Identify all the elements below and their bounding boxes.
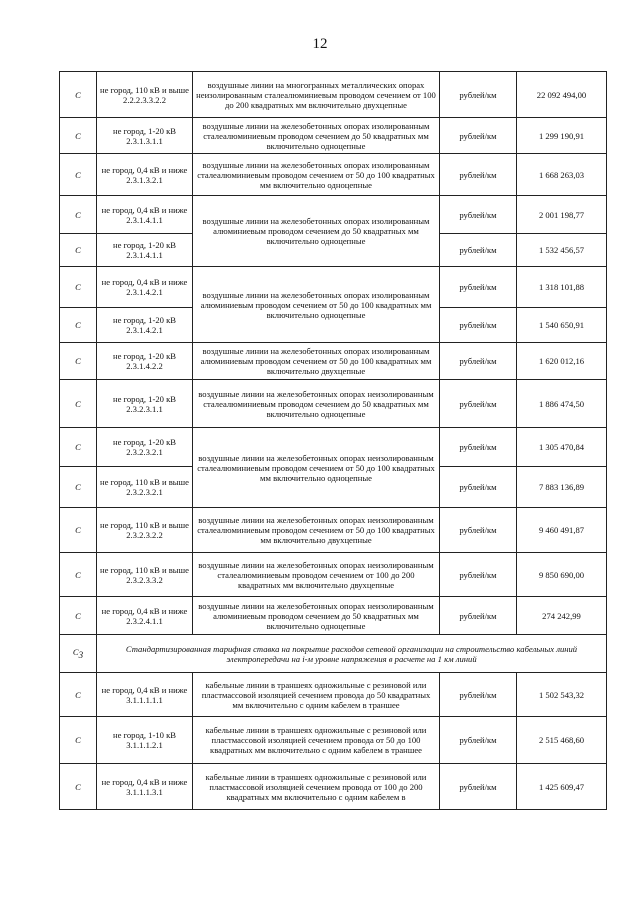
description-cell: воздушные линии на железобетонных опорах изолированным алюминиевым проводом сечением от 50 до 100 квадратных мм включительно двухцепные: [193, 343, 440, 380]
rate-symbol: C: [60, 196, 97, 234]
section-title: Стандартизированная тарифная ставка на покрытие расходов сетевой организации на строительство кабельных линий электропередачи на i-м уровне напряжения в расчете на 1 км линий: [97, 635, 607, 673]
description-cell: воздушные линии на железобетонных опорах неизолированным сталеалюминиевым проводом сечением от 50 до 100 квадратных мм включительно двухцепные: [193, 508, 440, 553]
table-row: [60, 118, 607, 154]
description-cell: воздушные линии на многогранных металлических опорах неизолированным сталеалюминиевым проводом сечением от 100 до 200 квадратных мм включительно двухцепные: [193, 72, 440, 118]
rate-symbol: C: [60, 380, 97, 428]
category-cell: не город, 0,4 кВ и ниже 2.3.1.3.2.1: [97, 154, 193, 196]
category-cell: не город, 0,4 кВ и ниже 2.3.1.4.1.1: [97, 196, 193, 234]
unit-cell: рублей/км: [440, 308, 517, 343]
category-cell: не город, 0,4 кВ и ниже 3.1.1.1.1.1: [97, 673, 193, 717]
description-cell: кабельные линии в траншеях одножильные с резиновой или пластмассовой изоляцией сечением провода от 50 до 100 квадратных мм включительно с одним кабелем в траншее: [193, 717, 440, 764]
rate-symbol: C: [60, 553, 97, 597]
value-cell: 1 668 263,03: [517, 154, 607, 196]
value-cell: 7 883 136,89: [517, 467, 607, 508]
table-row: [60, 72, 607, 118]
rate-symbol: C: [60, 308, 97, 343]
unit-cell: рублей/км: [440, 196, 517, 234]
unit-cell: рублей/км: [440, 154, 517, 196]
unit-cell: рублей/км: [440, 717, 517, 764]
unit-cell: рублей/км: [440, 764, 517, 810]
table-row: [60, 764, 607, 810]
rate-symbol: C: [60, 343, 97, 380]
value-cell: 9 460 491,87: [517, 508, 607, 553]
category-cell: не город, 1-20 кВ 2.3.1.4.2.2: [97, 343, 193, 380]
value-cell: 2 001 198,77: [517, 196, 607, 234]
category-cell: не город, 110 кВ и выше 2.2.2.3.3.2.2: [97, 72, 193, 118]
tariff-table: [59, 71, 607, 810]
description-cell: воздушные линии на железобетонных опорах изолированным алюминиевым проводом сечением от 50 до 100 квадратных мм включительно одноцепные: [193, 267, 440, 343]
value-cell: 22 092 494,00: [517, 72, 607, 118]
unit-cell: рублей/км: [440, 234, 517, 267]
description-cell: воздушные линии на железобетонных опорах изолированным сталеалюминиевым проводом сечением до 50 квадратных мм включительно одноцепные: [193, 118, 440, 154]
unit-cell: рублей/км: [440, 467, 517, 508]
rate-symbol: C: [60, 597, 97, 635]
section-symbol: C3: [60, 635, 97, 673]
rate-symbol: C: [60, 467, 97, 508]
category-cell: не город, 0,4 кВ и ниже 2.3.2.4.1.1: [97, 597, 193, 635]
value-cell: 1 502 543,32: [517, 673, 607, 717]
rate-symbol: C: [60, 428, 97, 467]
value-cell: 1 425 609,47: [517, 764, 607, 810]
table-row: [60, 196, 607, 234]
description-cell: кабельные линии в траншеях одножильные с резиновой или пластмассовой изоляцией сечением провода от 100 до 200 квадратных мм включительно с одним кабелем в: [193, 764, 440, 810]
category-cell: не город, 110 кВ и выше 2.3.2.3.2.2: [97, 508, 193, 553]
value-cell: 1 620 012,16: [517, 343, 607, 380]
rate-symbol: C: [60, 508, 97, 553]
unit-cell: рублей/км: [440, 343, 517, 380]
unit-cell: рублей/км: [440, 118, 517, 154]
unit-cell: рублей/км: [440, 597, 517, 635]
table-row: [60, 673, 607, 717]
category-cell: не город, 1-20 кВ 2.3.1.4.1.1: [97, 234, 193, 267]
rate-symbol: C: [60, 118, 97, 154]
rate-symbol: C: [60, 72, 97, 118]
table-row: [60, 380, 607, 428]
category-cell: не город, 1-20 кВ 2.3.1.4.2.1: [97, 308, 193, 343]
category-cell: не город, 1-20 кВ 2.3.1.3.1.1: [97, 118, 193, 154]
category-cell: не город, 1-10 кВ 3.1.1.1.2.1: [97, 717, 193, 764]
value-cell: 1 532 456,57: [517, 234, 607, 267]
rate-symbol: C: [60, 154, 97, 196]
description-cell: воздушные линии на железобетонных опорах неизолированным сталеалюминиевым проводом сечением до 50 квадратных мм включительно одноцепные: [193, 380, 440, 428]
description-cell: воздушные линии на железобетонных опорах изолированным сталеалюминиевым проводом сечением от 50 до 100 квадратных мм включительно одноцепные: [193, 154, 440, 196]
category-cell: не город, 1-20 кВ 2.3.2.3.2.1: [97, 428, 193, 467]
rate-symbol: C: [60, 267, 97, 308]
description-cell: воздушные линии на железобетонных опорах изолированным алюминиевым проводом сечением до 50 квадратных мм включительно одноцепные: [193, 196, 440, 267]
rate-symbol: C: [60, 717, 97, 764]
rate-symbol: C: [60, 764, 97, 810]
rate-symbol: C: [60, 234, 97, 267]
table-row: [60, 597, 607, 635]
table-row: [60, 343, 607, 380]
value-cell: 1 540 650,91: [517, 308, 607, 343]
category-cell: не город, 110 кВ и выше 2.3.2.3.3.2: [97, 553, 193, 597]
unit-cell: рублей/км: [440, 428, 517, 467]
description-cell: воздушные линии на железобетонных опорах неизолированным сталеалюминиевым проводом сечением от 100 до 200 квадратных мм включительно двухцепные: [193, 553, 440, 597]
table-row: [60, 267, 607, 308]
page-number: 12: [312, 36, 328, 52]
unit-cell: рублей/км: [440, 380, 517, 428]
value-cell: 1 305 470,84: [517, 428, 607, 467]
description-cell: воздушные линии на железобетонных опорах неизолированным алюминиевым проводом сечением до 50 квадратных мм включительно одноцепные: [193, 597, 440, 635]
rate-symbol: C: [60, 673, 97, 717]
table-row: [60, 428, 607, 467]
value-cell: 1 299 190,91: [517, 118, 607, 154]
description-cell: воздушные линии на железобетонных опорах неизолированным сталеалюминиевым проводом сечением от 50 до 100 квадратных мм включительно одноцепные: [193, 428, 440, 508]
section-header-row: [60, 635, 607, 673]
value-cell: 1 318 101,88: [517, 267, 607, 308]
unit-cell: рублей/км: [440, 673, 517, 717]
table-row: [60, 508, 607, 553]
category-cell: не город, 0,4 кВ и ниже 3.1.1.1.3.1: [97, 764, 193, 810]
unit-cell: рублей/км: [440, 553, 517, 597]
unit-cell: рублей/км: [440, 267, 517, 308]
description-cell: кабельные линии в траншеях одножильные с резиновой или пластмассовой изоляцией сечением провода до 50 квадратных мм включительно с одним кабелем в траншее: [193, 673, 440, 717]
category-cell: не город, 110 кВ и выше 2.3.2.3.2.1: [97, 467, 193, 508]
value-cell: 274 242,99: [517, 597, 607, 635]
value-cell: 9 850 690,00: [517, 553, 607, 597]
section-symbol-subscript: 3: [78, 650, 84, 660]
table-row: [60, 154, 607, 196]
value-cell: 1 886 474,50: [517, 380, 607, 428]
unit-cell: рублей/км: [440, 72, 517, 118]
table-row: [60, 717, 607, 764]
category-cell: не город, 0,4 кВ и ниже 2.3.1.4.2.1: [97, 267, 193, 308]
value-cell: 2 515 468,60: [517, 717, 607, 764]
unit-cell: рублей/км: [440, 508, 517, 553]
category-cell: не город, 1-20 кВ 2.3.2.3.1.1: [97, 380, 193, 428]
table-row: [60, 553, 607, 597]
